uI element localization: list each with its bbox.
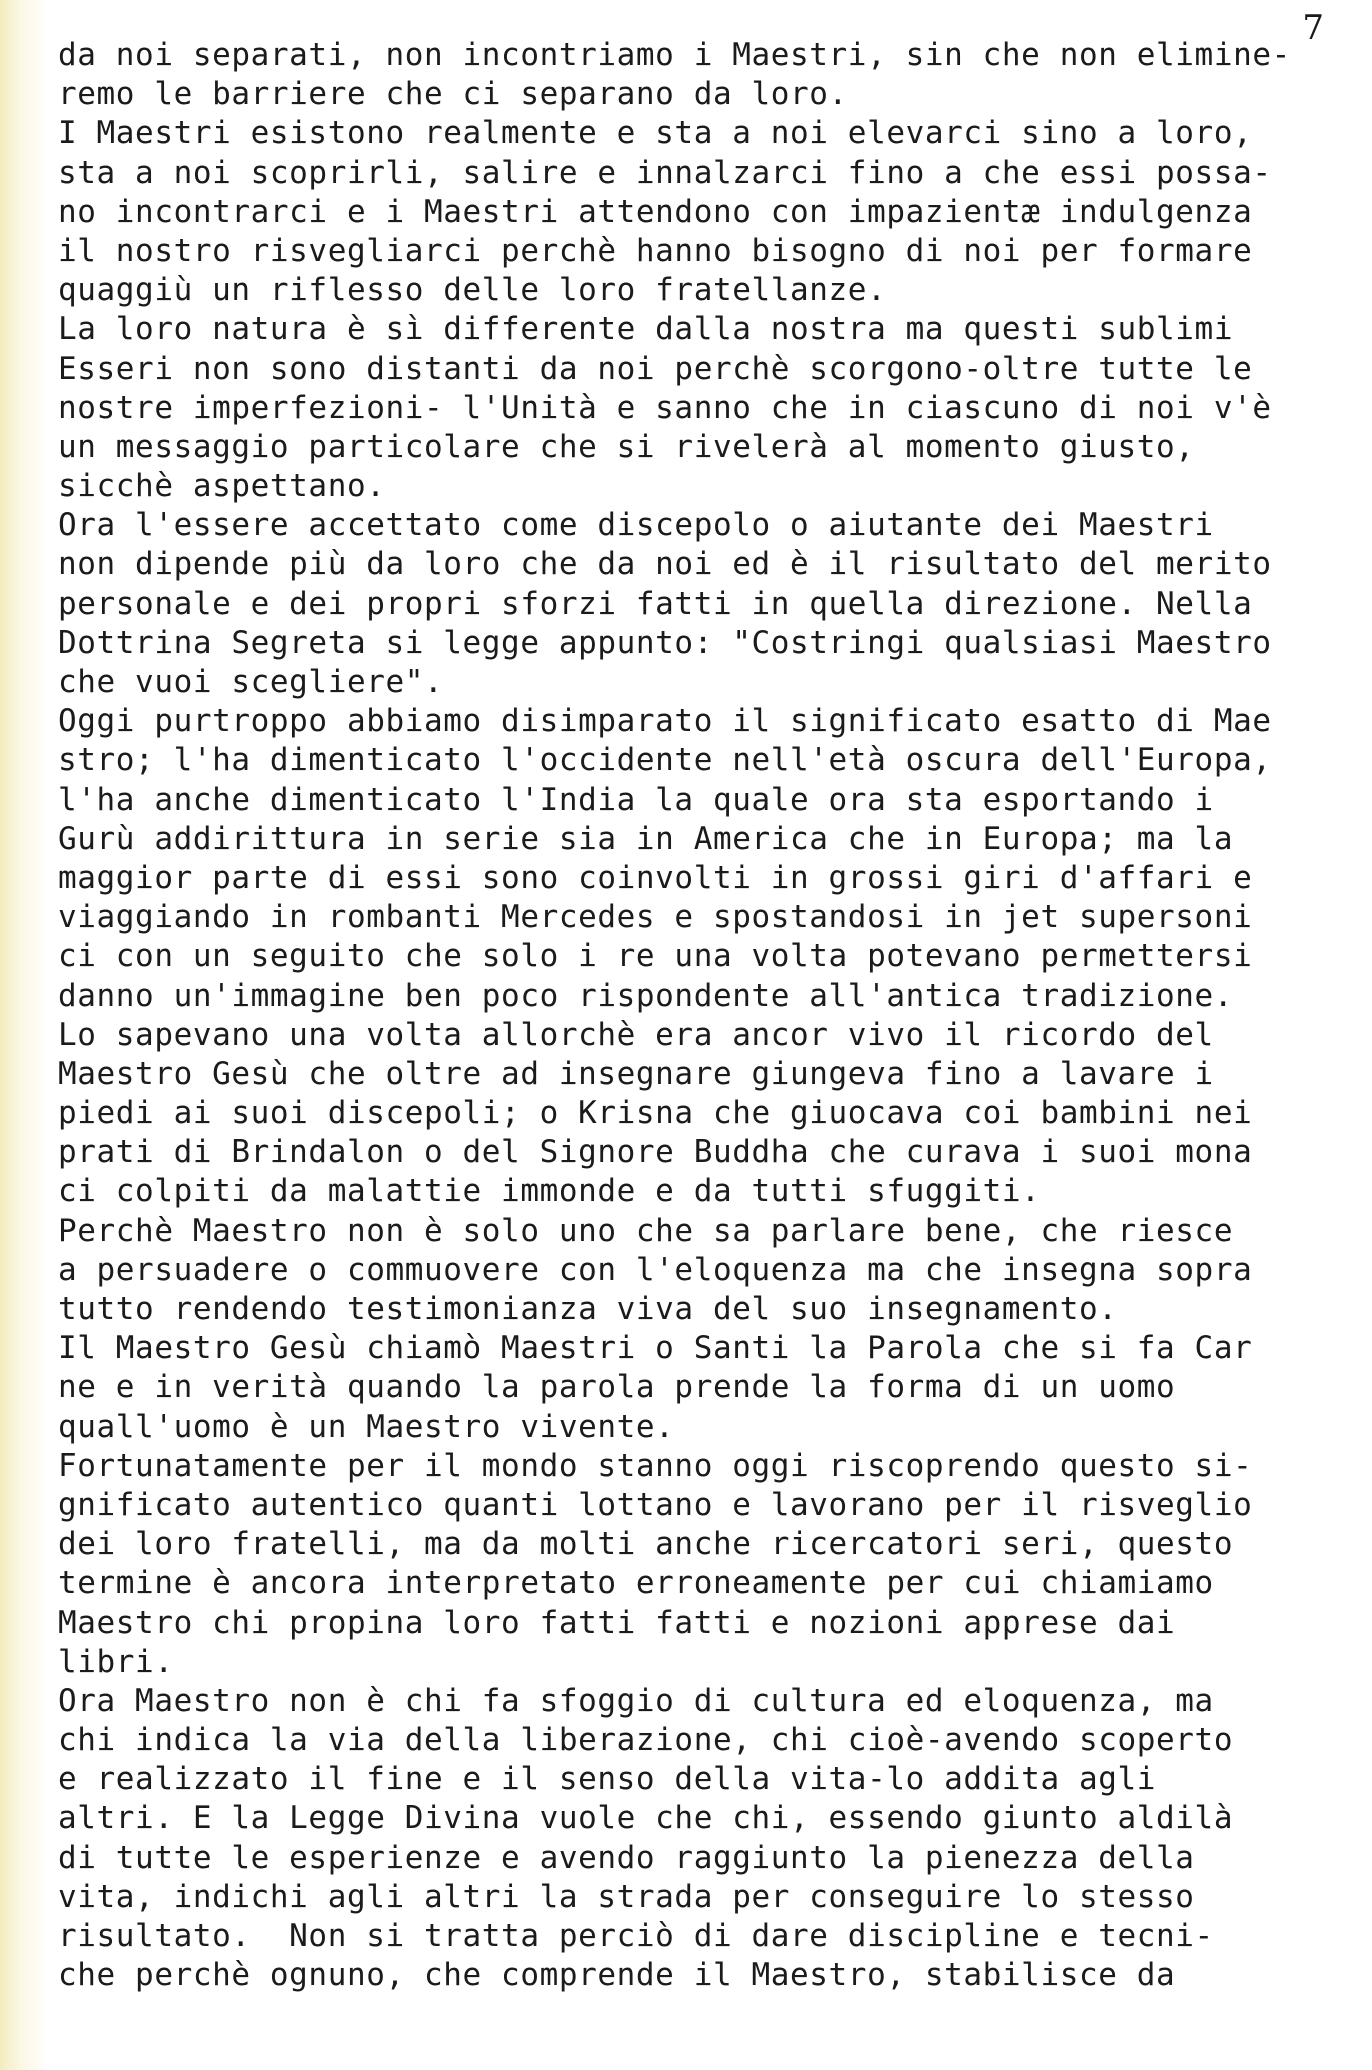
- text-line: Gurù addirittura in serie sia in America che in Europa; ma la: [58, 820, 1234, 857]
- text-line: vita, indichi agli altri la strada per conseguire lo stesso: [58, 1878, 1195, 1915]
- text-line: gnificato autentico quanti lottano e lavorano per il risveglio: [58, 1486, 1253, 1523]
- body-text: [58, 36, 1348, 1995]
- text-line: che vuoi scegliere".: [58, 664, 444, 700]
- text-line: sta a noi scoprirli, salire e innalzarci fino a che essi possa-: [58, 154, 1272, 191]
- text-line: ci colpiti da malattie immonde e da tutti sfuggiti.: [58, 1173, 1041, 1210]
- text-line: La loro natura è sì differente dalla nostra ma questi sublimi: [58, 311, 1234, 348]
- text-line: viaggiando in rombanti Mercedes e spostandosi in jet supersoni: [58, 899, 1253, 936]
- page-number: 7: [1302, 8, 1324, 48]
- text-line: libri.: [58, 1643, 174, 1680]
- text-line: che perchè ognuno, che comprende il Maestro, stabilisce da: [58, 1957, 1176, 1994]
- text-line: dei loro fratelli, ma da molti anche ricercatori seri, questo: [58, 1526, 1234, 1563]
- text-line: l'ha anche dimenticato l'India la quale ora sta esportando i: [58, 781, 1214, 818]
- text-line: Lo sapevano una volta allorchè era ancor vivo il ricordo del: [58, 1016, 1214, 1053]
- text-line: Fortunatamente per il mondo stanno oggi riscoprendo questo si-: [58, 1447, 1253, 1484]
- text-line: Oggi purtroppo abbiamo disimparato il significato esatto di Mae: [58, 703, 1272, 740]
- text-line: Ora l'essere accettato come discepolo o aiutante dei Maestri: [58, 507, 1214, 544]
- text-line: chi indica la via della liberazione, chi cioè-avendo scoperto: [58, 1722, 1234, 1759]
- text-line: termine è ancora interpretato erroneamente per cui chiamiamo: [58, 1565, 1214, 1602]
- text-line: di tutte le esperienze e avendo raggiunto la pienezza della: [58, 1839, 1195, 1876]
- text-line: un messaggio particolare che si rivelerà al momento giusto,: [58, 428, 1195, 465]
- text-line: nostre imperfezioni- l'Unità e sanno che in ciascuno di noi v'è: [58, 389, 1272, 426]
- text-line: quall'uomo è un Maestro vivente.: [58, 1408, 675, 1445]
- text-line: danno un'immagine ben poco rispondente all'antica tradizione.: [58, 977, 1234, 1014]
- text-line: piedi ai suoi discepoli; o Krisna che giuocava coi bambini nei: [58, 1095, 1253, 1132]
- text-line: Dottrina Segreta si legge appunto: "Costringi qualsiasi Maestro: [58, 624, 1272, 661]
- text-line: remo le barriere che ci separano da loro.: [58, 76, 848, 113]
- text-line: Maestro Gesù che oltre ad insegnare giungeva fino a lavare i: [58, 1055, 1214, 1092]
- text-line: e realizzato il fine e il senso della vita-lo addita agli: [58, 1761, 1157, 1798]
- text-line: risultato. Non si tratta perciò di dare discipline e tecni-: [58, 1918, 1214, 1954]
- text-line: da noi separati, non incontriamo i Maestri, sin che non elimine-: [58, 37, 1291, 73]
- text-line: ne e in verità quando la parola prende la forma di un uomo: [58, 1369, 1176, 1406]
- text-line: I Maestri esistono realmente e sta a noi elevarci sino a loro,: [58, 115, 1253, 152]
- text-line: sicchè aspettano.: [58, 468, 386, 505]
- text-line: prati di Brindalon o del Signore Buddha che curava i suoi mona: [58, 1134, 1253, 1171]
- text-line: Ora Maestro non è chi fa sfoggio di cultura ed eloquenza, ma: [58, 1682, 1214, 1719]
- text-line: Perchè Maestro non è solo uno che sa parlare bene, che riesce: [58, 1212, 1234, 1249]
- text-line: Esseri non sono distanti da noi perchè scorgono-oltre tutte le: [58, 350, 1253, 387]
- text-line: Il Maestro Gesù chiamò Maestri o Santi la Parola che si fa Car: [58, 1330, 1253, 1367]
- text-line: il nostro risvegliarci perchè hanno bisogno di noi per formare: [58, 232, 1253, 269]
- text-line: no incontrarci e i Maestri attendono con impazientæ indulgenza: [58, 193, 1253, 230]
- text-line: ci con un seguito che solo i re una volta potevano permettersi: [58, 938, 1253, 975]
- text-line: altri. E la Legge Divina vuole che chi, essendo giunto aldilà: [58, 1800, 1234, 1837]
- text-line: a persuadere o commuovere con l'eloquenza ma che insegna sopra: [58, 1251, 1253, 1288]
- text-line: personale e dei propri sforzi fatti in quella direzione. Nella: [58, 585, 1253, 622]
- text-line: Maestro chi propina loro fatti fatti e nozioni apprese dai: [58, 1604, 1176, 1641]
- text-line: maggior parte di essi sono coinvolti in grossi giri d'affari e: [58, 859, 1253, 896]
- text-line: tutto rendendo testimonianza viva del suo insegnamento.: [58, 1291, 1118, 1327]
- text-line: non dipende più da loro che da noi ed è il risultato del merito: [58, 546, 1272, 583]
- text-line: quaggiù un riflesso delle loro fratellanze.: [58, 272, 887, 309]
- text-line: stro; l'ha dimenticato l'occidente nell'età oscura dell'Europa,: [58, 742, 1272, 779]
